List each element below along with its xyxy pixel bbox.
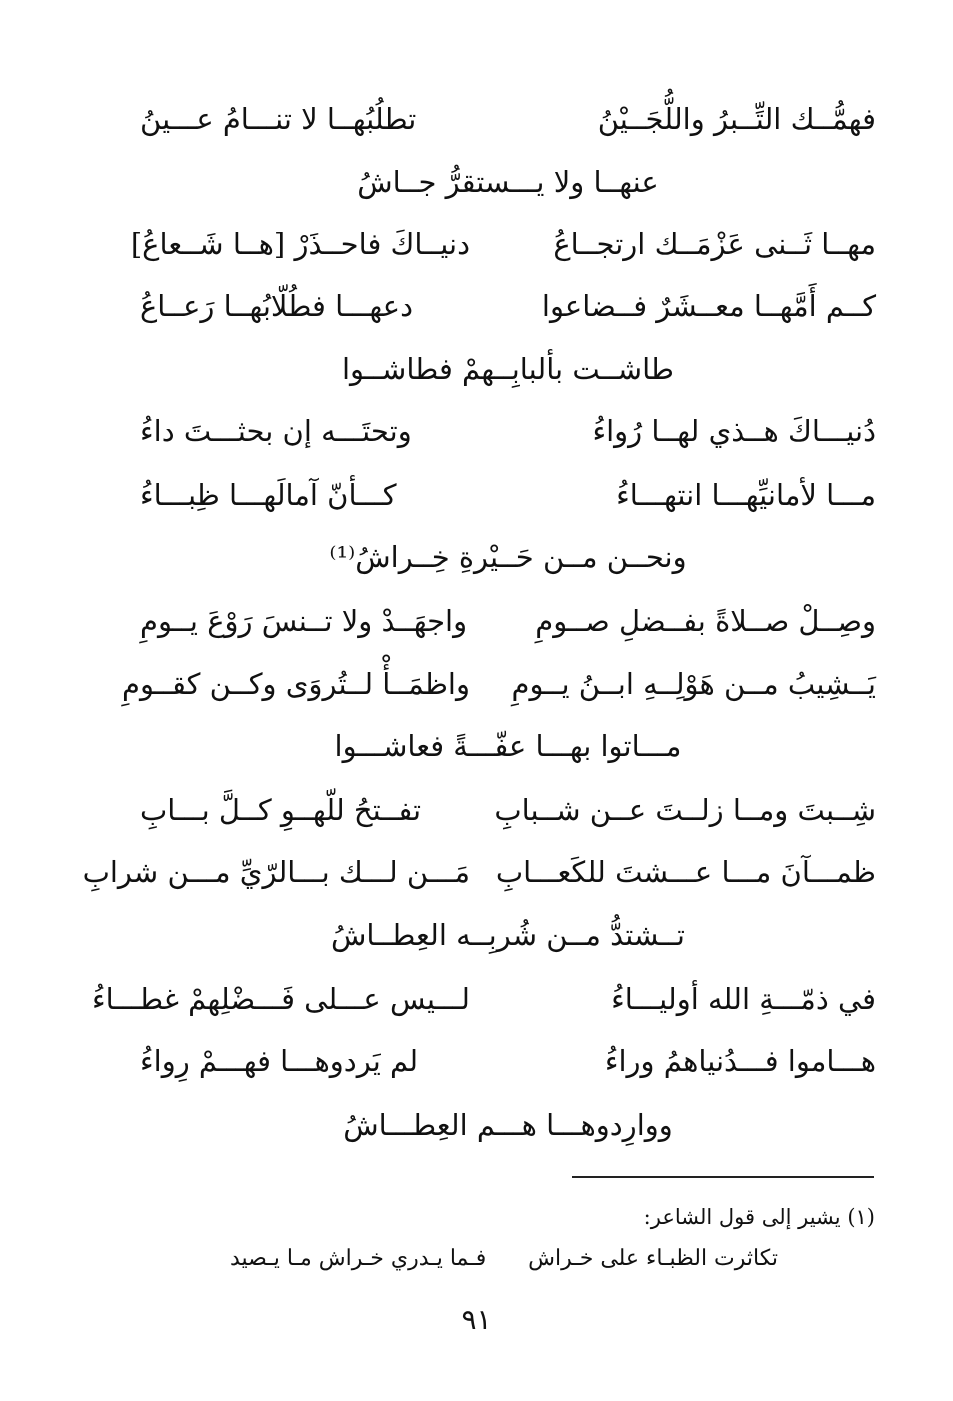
footnote-hemistich-second: فـما يـدري خـراش مـا يـصيد — [230, 1246, 487, 1271]
hemistich-first: في ذمّـــةِ الله أوليـــاءُ — [611, 982, 876, 1016]
refrain-text: عنهــا ولا يـــستقرُّ جــاشُ — [357, 165, 659, 199]
verse-line-10 — [92, 977, 876, 1021]
hemistich-second: وتحتَـــه إن بحثـــتَ داءُ — [140, 414, 412, 448]
verse-line-2 — [130, 222, 876, 266]
hemistich-second: واظمَــأْ لــتُروَى وكــن كقــومِ — [122, 667, 470, 701]
hemistich-first: كــم أَمَّهــا معــشَرٌ فــضاعوا — [541, 289, 876, 323]
hemistich-second: واجهَــدْ ولا تــنسَ رَوْعَ يــومِ — [140, 604, 468, 638]
verse-line-4 — [140, 409, 876, 453]
refrain-text: طاشــت بألبابِــهمْ فطاشــوا — [342, 352, 674, 386]
refrain-line-5 — [140, 913, 876, 957]
verse-line-3 — [140, 284, 876, 328]
refrain-line-6 — [140, 1103, 876, 1147]
footnote-intro: (١) يشير إلى قول الشاعر: — [643, 1205, 875, 1229]
verse-line-1 — [140, 97, 876, 141]
verse-line-7 — [122, 662, 876, 706]
footnote-divider — [572, 1176, 874, 1178]
hemistich-first: مهــا ثَــنى عَزْمَــك ارتجــاعُ — [553, 227, 876, 261]
verse-line-9 — [82, 850, 876, 894]
hemistich-first: هـــاموا فـــدُنياهمُ وراءُ — [604, 1044, 876, 1078]
refrain-text: تــشتدُّ مــن شُربِــه العِطــاشُ — [331, 918, 685, 952]
hemistich-first: وصِــلْ صــلاةً بفــضلِ صــومِ — [535, 604, 876, 638]
verse-line-8 — [140, 788, 876, 832]
footnote-verse — [230, 1241, 778, 1277]
verse-line-5 — [140, 473, 876, 517]
hemistich-first: مـــا لأمانيِّهـــا انتهـــاءُ — [616, 478, 876, 512]
hemistich-first: دُنيـــاكَ هــذي لهــا رُواءُ — [592, 414, 876, 448]
hemistich-second: لـــيس عـــلى فَـــضْلِهمْ غطـــاءُ — [92, 982, 470, 1016]
verse-line-6 — [140, 599, 876, 643]
refrain-line-2 — [140, 347, 876, 391]
refrain-line-1 — [140, 160, 876, 204]
hemistich-second: كـــأنّ آمالَهـــا ظِبـــاءُ — [140, 478, 397, 512]
hemistich-second: دعهـــا فطُلّابُهــا رَعــاعُ — [140, 289, 414, 323]
footnote-hemistich-first: تكاثرت الظبـاء على خـراش — [528, 1246, 778, 1271]
hemistich-second: تفــتحُ للّهــوِ كــلَّ بـــابِ — [140, 793, 422, 827]
hemistich-second: لم يَردوهـــا فهـــمْ رِواءُ — [140, 1044, 419, 1078]
hemistich-second: تطلُبُهــا لا تنـــامُ عـــينُ — [140, 102, 417, 136]
refrain-text: ونحــن مــن حَــيْرةِ خِــراشُ⁽¹⁾ — [329, 540, 687, 574]
verse-line-11 — [140, 1039, 876, 1083]
page-number: ٩١ — [461, 1303, 492, 1336]
refrain-text: ووارِدوهـــا هـــم العِطـــاشُ — [343, 1108, 673, 1142]
refrain-line-4 — [140, 724, 876, 768]
hemistich-first: يَــشِيبُ مــن هَوْلِــهِ ابــنُ يــومِ — [511, 667, 876, 701]
hemistich-second: مَـــن لـــك بـــالرّيِّ مـــن شرابِ — [82, 855, 470, 889]
hemistich-first: شِــبتَ ومــا زلــتَ عــن شــبابِ — [494, 793, 876, 827]
hemistich-first: ظمـــآنَ مـــا عـــشتَ للكَعـــابِ — [495, 855, 876, 889]
refrain-line-3 — [140, 535, 876, 579]
refrain-text: مـــاتوا بهـــا عفّـــةً فعاشـــوا — [334, 729, 682, 763]
hemistich-second: دنيــاكَ فاحــذَرْ [هــا شَــعاعُ] — [130, 227, 470, 261]
hemistich-first: فهمُّــك التِّــبرُ واللُّجَــيْنُ — [597, 102, 876, 136]
